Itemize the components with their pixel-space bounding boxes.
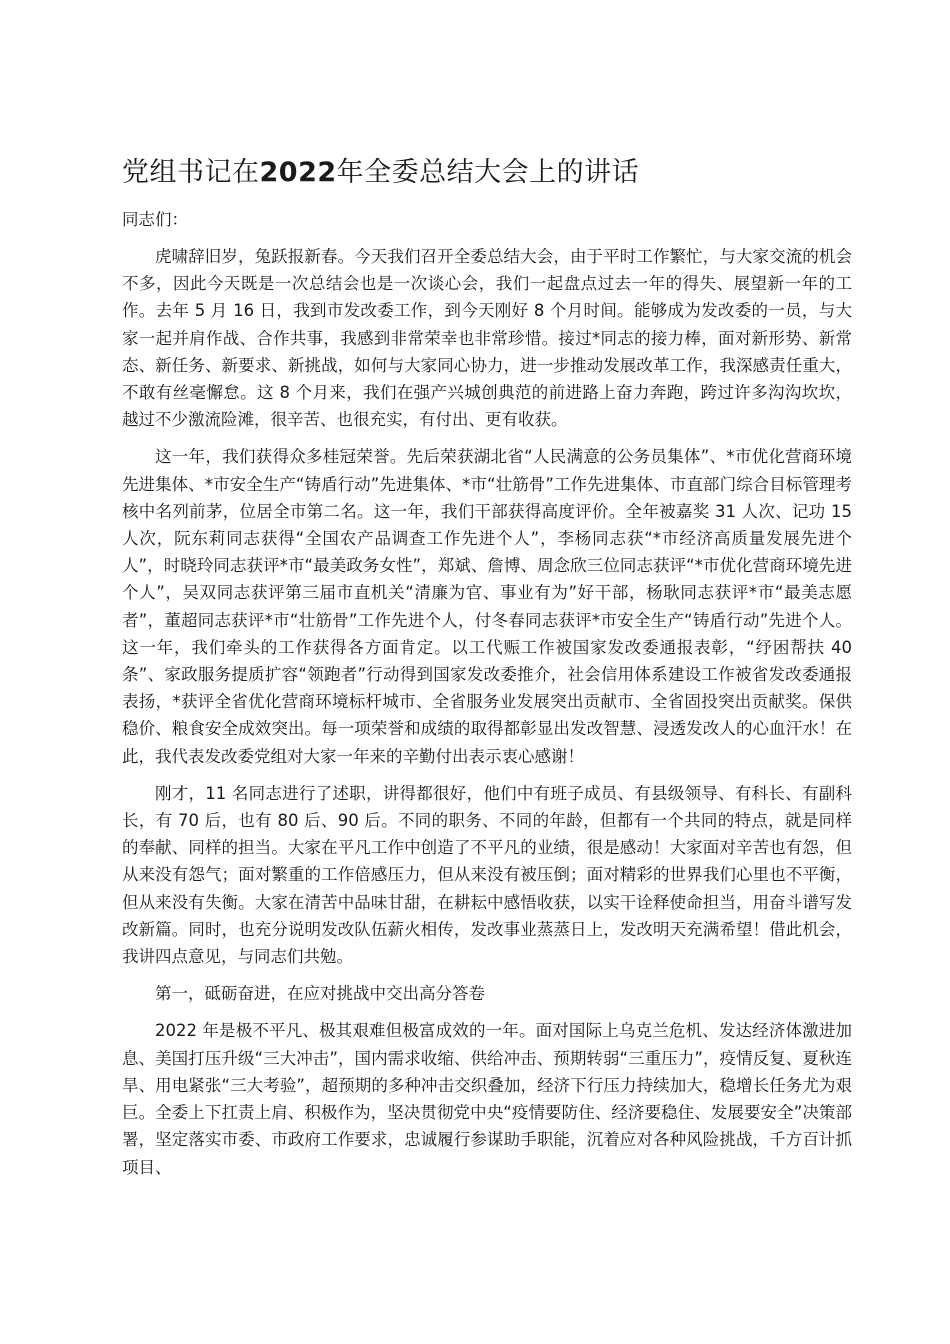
paragraph-achievements: 这一年，我们获得众多桂冠荣誉。先后荣获湖北省“人民满意的公务员集体”、*市优化营商环境先进集体、*市安全生产“铸盾行动”先进集体、*市“壮筋骨”工作先进集体、市直部门综合目标管理考核中名列前茅，位居全市第二名。这一年，我们干部获得高度评价。全年被嘉奖 31 人次、记功 15 人次，阮东莉同志获得“全国农产品调查工作先进个人”，李杨同志获“*市经济高质量发展先进个人”，时晓玲同志获评*市“最美政务女性”，郑斌、詹博、周念欣三位同志获评“*市优化营商环境先进个人”，吴双同志获评第三届市直机关“清廉为官、事业有为”好干部，杨耿同志获评*市“最美志愿者”，董超同志获评*市“壮筋骨”工作先进个人，付冬春同志获评*市安全生产“铸盾行动”先进个人。这一年，我们牵头的工作获得各方面肯定。以工代赈工作被国家发改委通报表彰，“纾困帮扶 40 条”、家政服务提质扩容“领跑者”行动得到国家发改委推介，社会信用体系建设工作被省发改委通报表扬，*获评全省优化营商环境标杆城市、全省服务业发展突出贡献市、全省固投突出贡献奖。保供稳价、粮食安全成效突出。每一项荣誉和成绩的取得都彰显出发改智慧、浸透发改人的心血汗水！在此，我代表发改委党组对大家一年来的辛勤付出表示衷心感谢！ [122,447,852,766]
title-suffix: 年全委总结大会上的讲话 [336,157,640,188]
title-year: 2022 [259,157,337,188]
paragraph-opening: 虎啸辞旧岁，兔跃报新春。今天我们召开全委总结大会，由于平时工作繁忙，与大家交流的机会不多，因此今天既是一次总结会也是一次谈心会，我们一起盘点过去一年的得失、展望新一年的工作。去年 5 月 16 日，我到市发改委工作，到今天刚好 8 个月时间。能够成为发改委的一员，与大家一起并肩作战、合作共事，我感到非常荣幸也非常珍惜。接过*同志的接力棒，面对新形势、新常态、新任务、新要求、新挑战，如何与大家同心协力，进一步推动发展改革工作，我深感责任重大，不敢有丝毫懈怠。这 8 个月来，我们在强产兴城创典范的前进路上奋力奔跑，跨过许多沟沟坎坎，越过不少激流险滩，很辛苦、也很充实，有付出、更有收获。 [122,247,852,430]
paragraph-reports: 刚才，11 名同志进行了述职，讲得都很好，他们中有班子成员、有县级领导、有科长、有副科长，有 70 后，也有 80 后、90 后。不同的职务、不同的年龄，但都有一个共同的特点，就是同样的奉献、同样的担当。大家在平凡工作中创造了不平凡的业绩，很是感动！大家面对辛苦也有怨，但从来没有怨气；面对繁重的工作倍感压力，但从来没有被压倒；面对精彩的世界我们心里也不平衡，但从来没有失衡。大家在清苦中品味甘甜，在耕耘中感悟收获，以实干诠释使命担当，用奋斗谱写发改新篇。同时，也充分说明发改队伍薪火相传，发改事业蒸蒸日上，发改明天充满希望！借此机会，我讲四点意见，与同志们共勉。 [122,783,852,967]
greeting: 同志们： [122,210,188,229]
title-prefix: 党组书记在 [122,157,260,188]
paragraph-2022-review: 2022 年是极不平凡、极其艰难但极富成效的一年。面对国际上乌克兰危机、发达经济体激进加息、美国打压升级“三大冲击”，国内需求收缩、供给冲击、预期转弱“三重压力”，疫情反复、夏秋连旱、用电紧张“三大考验”，超预期的多种冲击交织叠加，经济下行压力持续加大，稳增长任务尤为艰巨。全委上下扛责上肩、积极作为，坚决贯彻党中央“疫情要防住、经济要稳住、发展要安全”决策部署，坚定落实市委、市政府工作要求，忠诚履行参谋助手职能，沉着应对各种风险挑战，千方百计抓项目、 [122,1021,852,1177]
document-page [122,150,852,1191]
document-title [122,150,852,196]
section-heading-first: 第一，砥砺奋进，在应对挑战中交出高分答卷 [155,984,485,1004]
